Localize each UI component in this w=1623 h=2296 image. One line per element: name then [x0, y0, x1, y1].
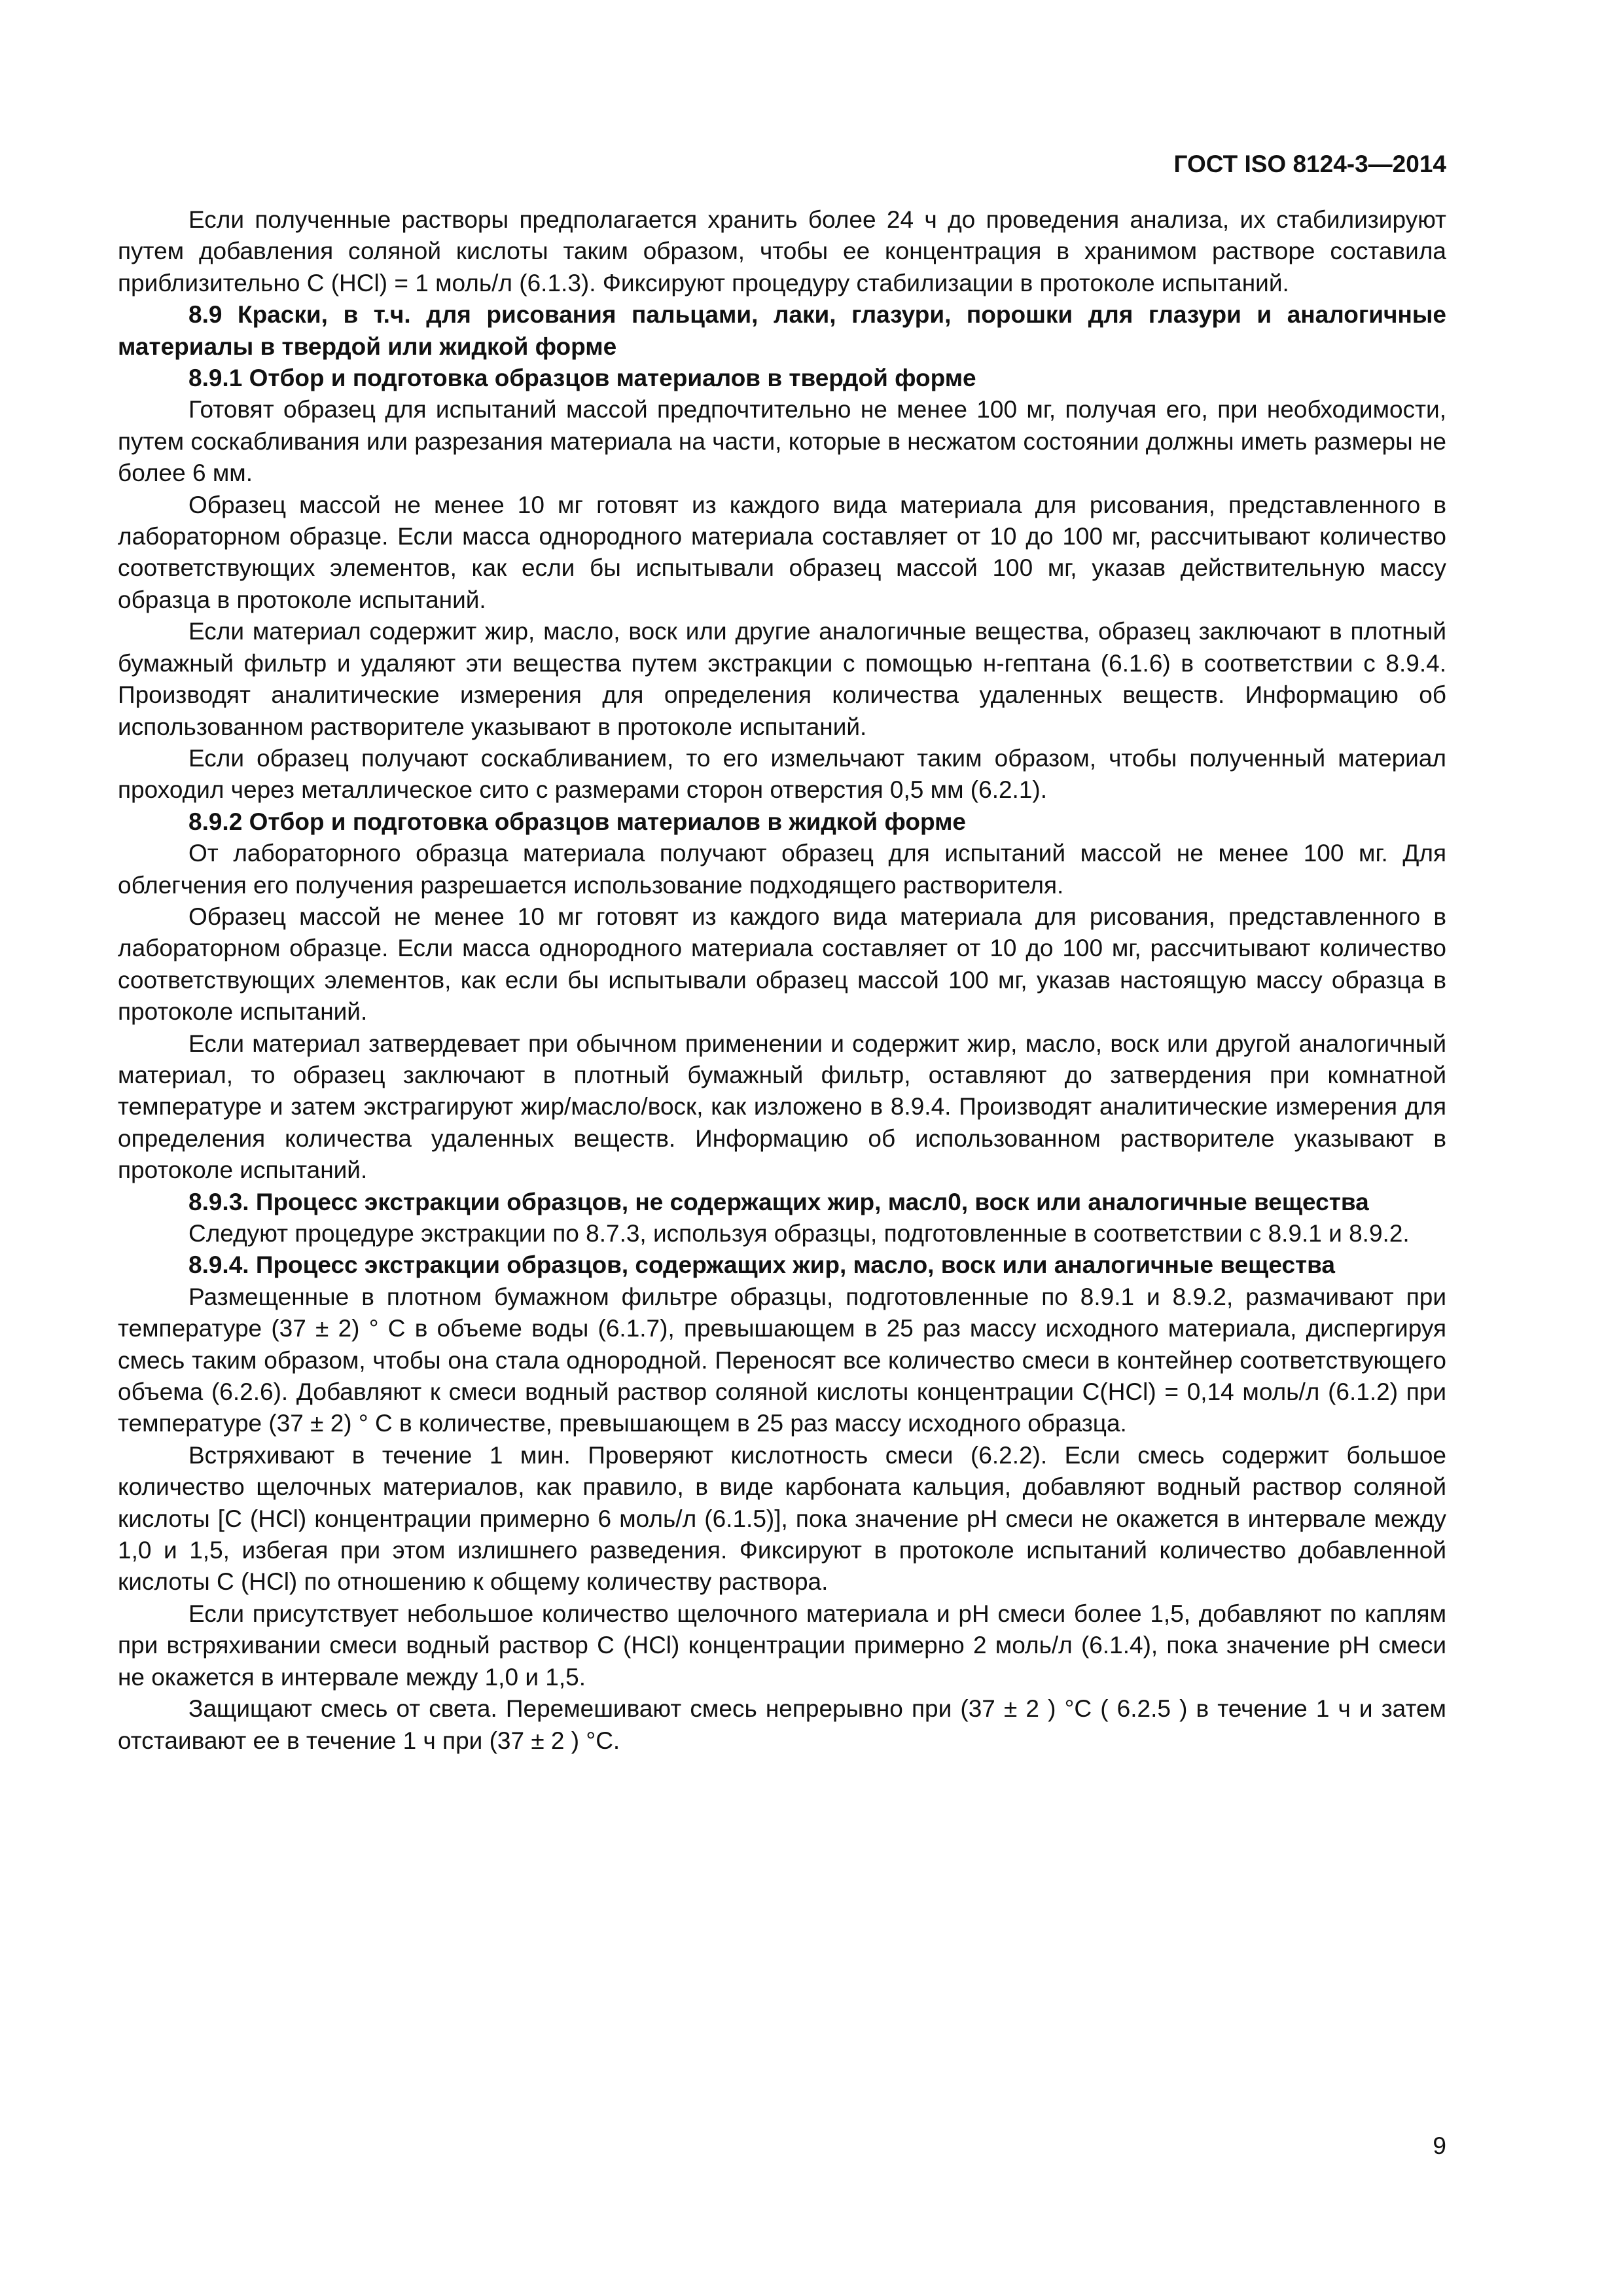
paragraph-soaking: Размещенные в плотном бумажном фильтре образцы, подготовленные по 8.9.1 и 8.9.2, размачивают при температуре (37 ± 2) ° С в объеме воды (6.1.7), превышающем в 25 раз массу исходного материала, диспергируя смесь таким образом, чтобы она стала однородной. Переносят все количество смеси в контейнер соответствующего объема (6.2.6). Добавляют к смеси водный раствор соляной кислоты концентрации C(HCl) = 0,14 моль/л (6.1.2) при температуре (37 ± 2) ° С в количестве, превышающем в 25 раз массу исходного образца. — [118, 1283, 1446, 1437]
paragraph-liquid-sample-mass: Образец массой не менее 10 мг готовят из каждого вида материала для рисования, представленного в лабораторном образце. Если масса однородного материала составляет от 10 до 100 мг, рассчитывают количество соответствующих элементов, как если бы испытывали образец массой 100 мг, указав настоящую массу образца в протоколе испытаний. — [118, 903, 1446, 1026]
section-heading-8-9-4: 8.9.4. Процесс экстракции образцов, содержащих жир, масло, воск или аналогичные вещества — [188, 1251, 1335, 1279]
body-text — [118, 204, 1446, 1757]
section-heading-8-9-3: 8.9.3. Процесс экстракции образцов, не содержащих жир, масл0, воск или аналогичные вещества — [188, 1188, 1369, 1215]
paragraph-light-protection: Защищают смесь от света. Перемешивают смесь непрерывно при (37 ± 2 ) °С ( 6.2.5 ) в течение 1 ч и затем отстаивают ее в течение 1 ч при (37 ± 2 ) °С. — [118, 1695, 1446, 1754]
page-number: 9 — [1433, 2132, 1446, 2159]
paragraph-liquid-sample-prep: От лабораторного образца материала получают образец для испытаний массой не менее 100 мг. Для облегчения его получения разрешается использование подходящего растворителя. — [118, 840, 1446, 899]
paragraph-alkaline-dropwise: Если присутствует небольшое количество щелочного материала и pH смеси более 1,5, добавляют по каплям при встряхивании смеси водный раствор C (HCl) концентрации примерно 2 моль/л (6.1.4), пока значение pH смеси не окажется в интервале между 1,0 и 1,5. — [118, 1600, 1446, 1691]
paragraph-solid-sample-mass: Образец массой не менее 10 мг готовят из каждого вида материала для рисования, представленного в лабораторном образце. Если масса однородного материала составляет от 10 до 100 мг, рассчитывают количество соответствующих элементов, как если бы испытывали образец массой 100 мг, указав действительную массу образца в протоколе испытаний. — [118, 491, 1446, 613]
paragraph-stabilization: Если полученные растворы предполагается хранить более 24 ч до проведения анализа, их стабилизируют путем добавления соляной кислоты таким образом, чтобы ее концентрация в хранимом растворе составила приблизительно C (HCl) = 1 моль/л (6.1.3). Фиксируют процедуру стабилизации в протоколе испытаний. — [118, 206, 1446, 296]
paragraph-solid-sieve: Если образец получают соскабливанием, то его измельчают таким образом, чтобы полученный материал проходил через металлическое сито с размерами сторон отверстия 0,5 мм (6.2.1). — [118, 744, 1446, 804]
paragraph-solid-fat-extraction: Если материал содержит жир, масло, воск или другие аналогичные вещества, образец заключают в плотный бумажный фильтр и удаляют эти вещества путем экстракции с помощью н-гептана (6.1.6) в соответствии с 8.9.4. Производят аналитические измерения для определения количества удаленных веществ. Информацию об использованном растворителе указывают в протоколе испытаний. — [118, 618, 1446, 740]
section-heading-8-9: 8.9 Краски, в т.ч. для рисования пальцами, лаки, глазури, порошки для глазури и аналогичные материалы в твердой или жидкой форме — [118, 301, 1446, 360]
paragraph-liquid-hardening: Если материал затвердевает при обычном применении и содержит жир, масло, воск или другой аналогичный материал, то образец заключают в плотный бумажный фильтр, оставляют до затвердения при комнатной температуре и затем экстрагируют жир/масло/воск, как изложено в 8.9.4. Производят аналитические измерения для определения количества удаленных веществ. Информацию об использованном растворителе указывают в протоколе испытаний. — [118, 1030, 1446, 1184]
section-heading-8-9-1: 8.9.1 Отбор и подготовка образцов материалов в твердой форме — [188, 365, 976, 392]
paragraph-shaking-acidity: Встряхивают в течение 1 мин. Проверяют кислотность смеси (6.2.2). Если смесь содержит большое количество щелочных материалов, как правило, в виде карбоната кальция, добавляют водный раствор соляной кислоты [C (HCl) концентрации примерно 6 моль/л (6.1.5)], пока значение pH смеси не окажется в интервале между 1,0 и 1,5, избегая при этом излишнего разведения. Фиксируют в протоколе испытаний количество добавленной кислоты C (HCl) по отношению к общему количеству раствора. — [118, 1441, 1446, 1596]
section-heading-8-9-2: 8.9.2 Отбор и подготовка образцов материалов в жидкой форме — [188, 808, 967, 835]
standard-header: ГОСТ ISO 8124-3—2014 — [1173, 151, 1446, 177]
paragraph-solid-sample-prep: Готовят образец для испытаний массой предпочтительно не менее 100 мг, получая его, при необходимости, путем соскабливания или разрезания материала на части, которые в несжатом состоянии должны иметь размеры не более 6 мм. — [118, 396, 1446, 487]
paragraph-extraction-procedure: Следуют процедуре экстракции по 8.7.3, используя образцы, подготовленные в соответствии с 8.9.1 и 8.9.2. — [188, 1220, 1410, 1247]
